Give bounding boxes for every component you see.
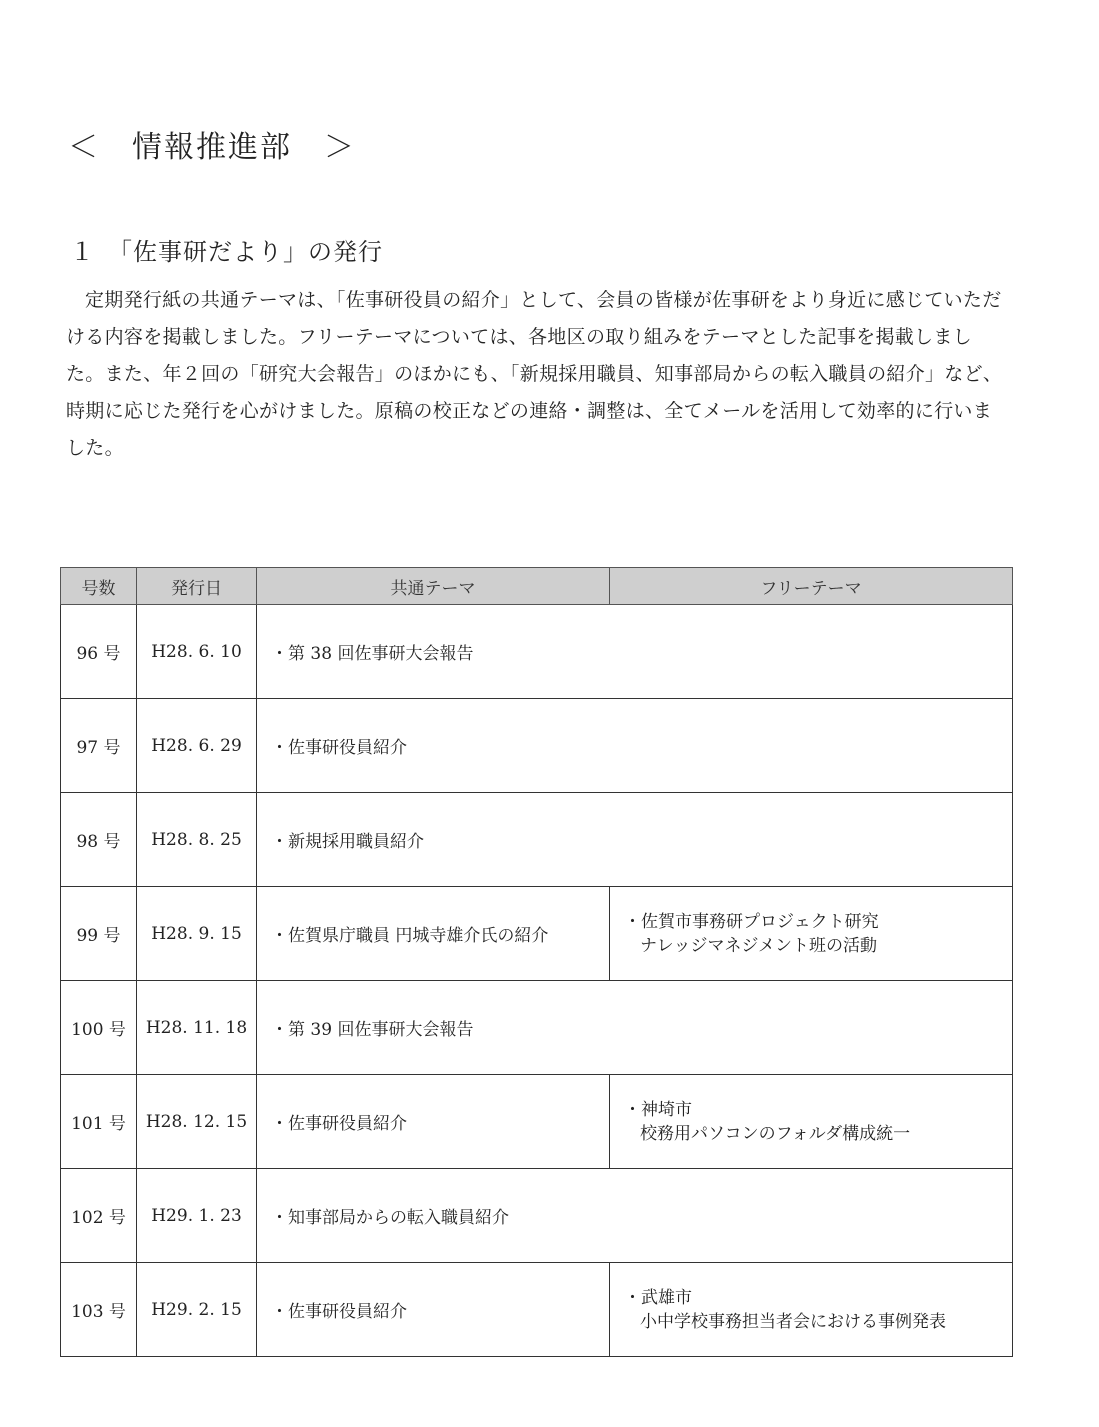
free-theme-cell — [610, 1263, 1013, 1357]
common-theme-cell: ・佐事研役員紹介 — [257, 699, 1013, 793]
table-row — [61, 1169, 1013, 1263]
table-row — [61, 887, 1013, 981]
issue-number-cell: 99 号 — [61, 887, 137, 981]
issue-number-cell: 100 号 — [61, 981, 137, 1075]
issue-number-cell: 98 号 — [61, 793, 137, 887]
issue-date-cell: H29. 1. 23 — [137, 1169, 257, 1263]
free-theme-line: ナレッジマネジメント班の活動 — [640, 935, 877, 956]
table-row — [61, 981, 1013, 1075]
table-row — [61, 699, 1013, 793]
header-issue-date: 発行日 — [137, 568, 257, 605]
free-theme-line: ・佐賀市事務研プロジェクト研究 — [624, 911, 879, 932]
free-theme-line: ・神埼市 — [624, 1099, 692, 1120]
header-common-theme: 共通テーマ — [257, 568, 610, 605]
section-title: １ 「佐事研だより」の発行 — [70, 238, 383, 266]
issue-date-cell: H28. 12. 15 — [137, 1075, 257, 1169]
free-theme-line: ・武雄市 — [624, 1287, 692, 1308]
section-paragraph: 定期発行紙の共通テーマは、「佐事研役員の紹介」として、会員の皆様が佐事研をより身近に感じていただける内容を掲載しました。フリーテーマについては、各地区の取り組みをテーマとした記事を掲載しました。また、年２回の「研究大会報告」のほかにも、「新規採用職員、知事部局からの転入職員の紹介」など、時期に応じた発行を心がけました。原稿の校正などの連絡・調整は、全てメールを活用して効率的に行いました。 — [66, 289, 1003, 459]
header-free-theme: フリーテーマ — [610, 568, 1013, 605]
free-theme-line: 校務用パソコンのフォルダ構成統一 — [640, 1123, 911, 1144]
table-row — [61, 1075, 1013, 1169]
department-title: ＜ 情報推進部 ＞ — [68, 130, 356, 165]
issue-number-cell: 97 号 — [61, 699, 137, 793]
table-row — [61, 605, 1013, 699]
issue-number-cell: 103 号 — [61, 1263, 137, 1357]
issue-date-cell: H28. 6. 29 — [137, 699, 257, 793]
table-header-row — [61, 568, 1013, 605]
common-theme-cell: ・第 38 回佐事研大会報告 — [257, 605, 1013, 699]
issue-date-cell: H28. 8. 25 — [137, 793, 257, 887]
free-theme-cell — [610, 1075, 1013, 1169]
issues-table — [60, 567, 1013, 1357]
header-issue-number: 号数 — [61, 568, 137, 605]
table-row — [61, 1263, 1013, 1357]
common-theme-cell: ・佐事研役員紹介 — [257, 1263, 610, 1357]
issue-number-cell: 102 号 — [61, 1169, 137, 1263]
common-theme-cell: ・佐賀県庁職員 円城寺雄介氏の紹介 — [257, 887, 610, 981]
free-theme-line: 小中学校事務担当者会における事例発表 — [640, 1311, 946, 1332]
table-row — [61, 793, 1013, 887]
common-theme-cell: ・佐事研役員紹介 — [257, 1075, 610, 1169]
issue-number-cell: 101 号 — [61, 1075, 137, 1169]
issue-date-cell: H28. 11. 18 — [137, 981, 257, 1075]
common-theme-cell: ・知事部局からの転入職員紹介 — [257, 1169, 1013, 1263]
section-body — [66, 282, 1006, 467]
free-theme-cell — [610, 887, 1013, 981]
table-body — [61, 605, 1013, 1357]
common-theme-cell: ・第 39 回佐事研大会報告 — [257, 981, 1013, 1075]
issue-number-cell: 96 号 — [61, 605, 137, 699]
issue-date-cell: H29. 2. 15 — [137, 1263, 257, 1357]
issue-date-cell: H28. 6. 10 — [137, 605, 257, 699]
issue-date-cell: H28. 9. 15 — [137, 887, 257, 981]
common-theme-cell: ・新規採用職員紹介 — [257, 793, 1013, 887]
